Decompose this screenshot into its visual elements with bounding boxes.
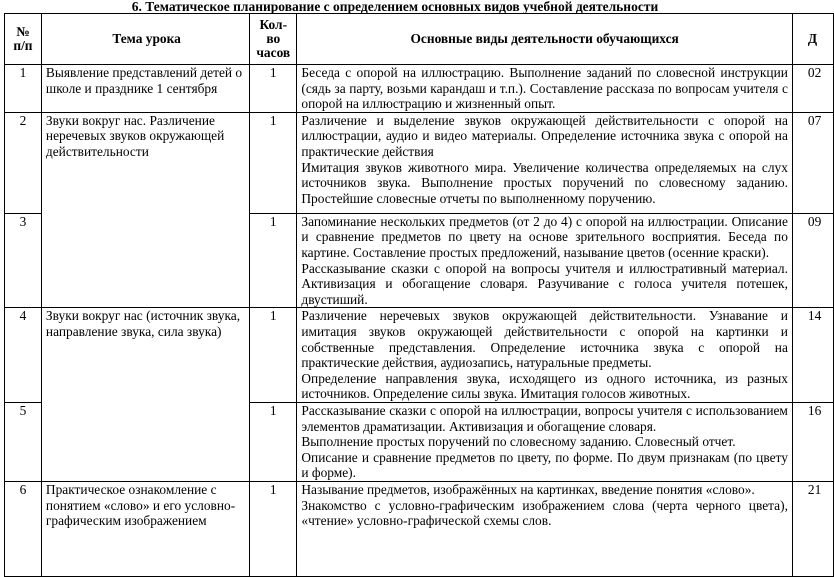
header-row <box>5 14 834 65</box>
row-date: 14 <box>792 308 833 403</box>
row-activities: Рассказывание сказки с опорой на иллюстрации, вопросы учителя с использованием элементов драматизации. Активизация и обогащение словаря. Выполнение простых поручений по словесному заданию. Словесный отчет. Описание и сравнение предметов по цвету, по форме. По двум признакам (по цвету и форме). <box>297 402 793 481</box>
row-activities: Различение неречевых звуков окружающей действительности. Узнавание и имитация звуков окружающей действительности с опорой на картинки и собственные представления. Определение источника звука с опорой на практические действия, аудиозапись, натуральные предметы. Определение направления звука, исходящего из одного источника, из разных источников. Определение силы звука. Имитация голосов животных. <box>297 308 793 403</box>
row-date: 16 <box>792 402 833 481</box>
row-number: 5 <box>5 402 42 481</box>
header-date: Д <box>792 14 833 65</box>
row-date: 07 <box>792 112 833 213</box>
row-hours: 1 <box>250 308 297 403</box>
section-title: 6. Тематическое планирование с определением основных видов учебной деятельности <box>131 0 659 14</box>
row-number: 6 <box>5 481 42 576</box>
row-date: 09 <box>792 213 833 308</box>
row-number: 4 <box>5 308 42 403</box>
header-number: № п/п <box>5 14 42 65</box>
row-hours: 1 <box>250 213 297 308</box>
row-topic: Звуки вокруг нас. Различение неречевых звуков окружающей действительности <box>41 112 249 308</box>
row-activities: Запоминание нескольких предметов (от 2 до 4) с опорой на иллюстрации. Описание и сравнение предметов по цвету на основе зрительного восприятия. Беседа по картине. Составление простых предложений, называние цветов (осенние краски). Рассказывание сказки с опорой на вопросы учителя и иллюстративный материал. Активизация и обогащение словаря. Разучивание с голоса учителя потешек, двустиший. <box>297 213 793 308</box>
row-topic: Звуки вокруг нас (источник звука, направление звука, сила звука) <box>41 308 249 482</box>
row-number: 3 <box>5 213 42 308</box>
row-activities: Различение и выделение звуков окружающей действительности с опорой на иллюстрации, аудио и видео материалы. Определение источника звука с опорой на практические действия Имитация звуков животного мира. Увеличение количества определяемых на слух источников звука. Выполнение простых поручений по словесному заданию. Простейшие словесные отчеты по выполненному поручению. <box>297 112 793 213</box>
table-row <box>5 481 834 576</box>
row-topic: Выявление представлений детей о школе и празднике 1 сентября <box>41 65 249 113</box>
row-hours: 1 <box>250 65 297 113</box>
row-hours: 1 <box>250 402 297 481</box>
table-row <box>5 65 834 113</box>
row-hours: 1 <box>250 481 297 576</box>
row-hours: 1 <box>250 112 297 213</box>
header-hours: Кол- во часов <box>250 14 297 65</box>
header-activities: Основные виды деятельности обучающихся <box>297 14 793 65</box>
row-topic: Практическое ознакомление с понятием «слово» и его условно-графическим изображением <box>41 481 249 576</box>
table-row <box>5 112 834 213</box>
table-row <box>5 308 834 403</box>
row-date: 02 <box>792 65 833 113</box>
row-number: 2 <box>5 112 42 213</box>
row-activities: Беседа с опорой на иллюстрацию. Выполнение заданий по словесной инструкции (сядь за парту, возьми карандаш и т.п.). Составление рассказа по вопросам учителя с опорой на иллюстрацию и жизненный опыт. <box>297 65 793 113</box>
header-topic: Тема урока <box>41 14 249 65</box>
row-number: 1 <box>5 65 42 113</box>
row-date: 21 <box>792 481 833 576</box>
row-activities: Называние предметов, изображённых на картинках, введение понятия «слово». Знакомство с условно-графическим изображением слова (черта черного цвета), «чтение» условно-графической схемы слов. <box>297 481 793 576</box>
planning-table <box>4 13 834 577</box>
